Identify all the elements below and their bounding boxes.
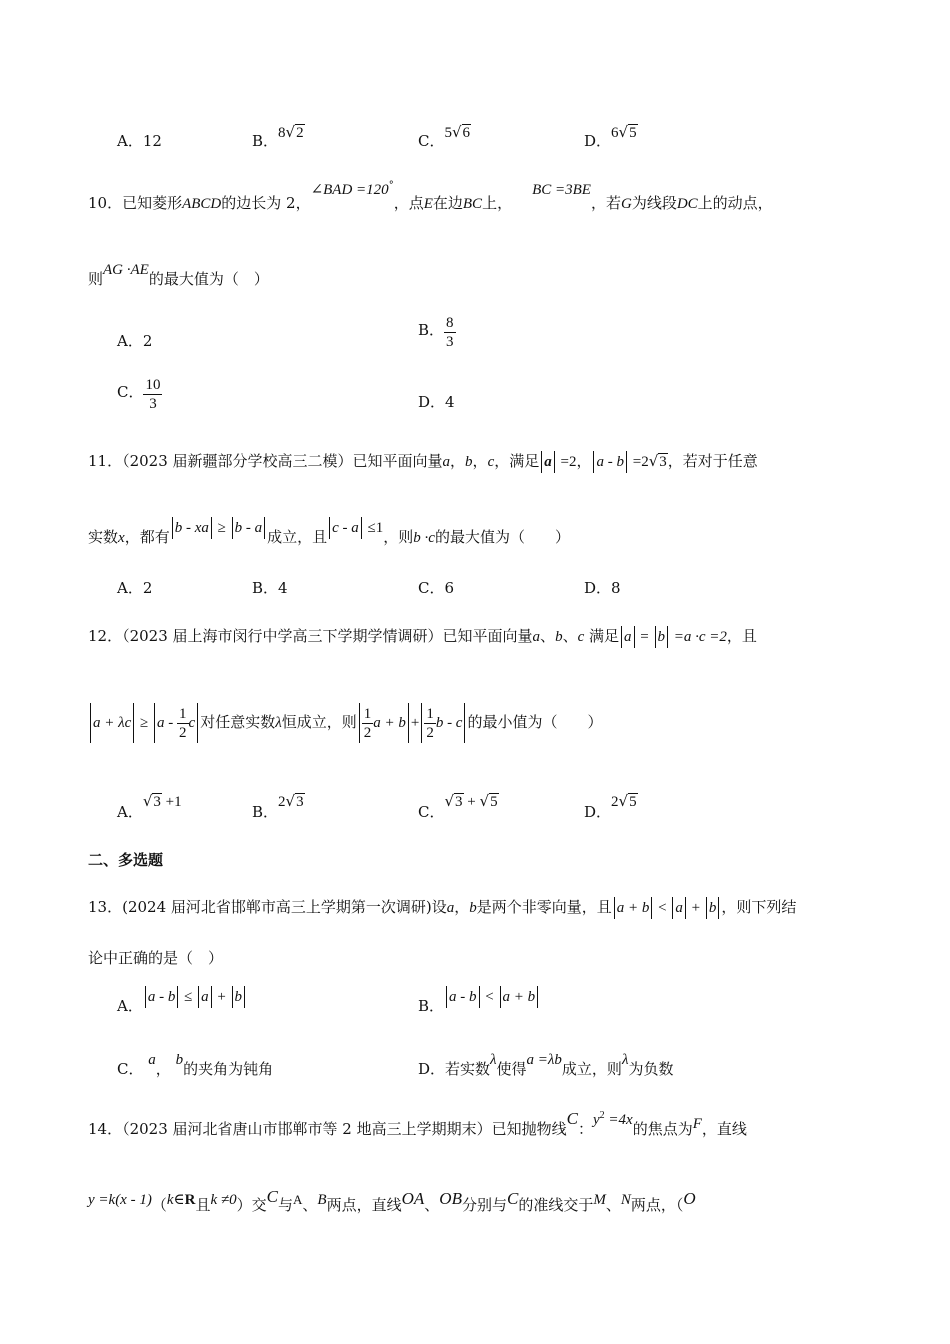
q13-stem-line2: 论中正确的是（ ） xyxy=(88,949,224,967)
abs-bar xyxy=(593,451,594,473)
math: B xyxy=(317,1192,327,1208)
option-coef: 8 xyxy=(278,125,286,141)
math: b - c xyxy=(435,715,463,731)
abs-bar xyxy=(329,517,330,539)
text: 10．已知菱形 xyxy=(88,194,183,212)
option-radicand: 6 xyxy=(462,125,471,141)
numerator: 8 xyxy=(446,315,454,331)
math: OB xyxy=(439,1189,462,1208)
q11-option-c: C．6 xyxy=(418,579,455,597)
q12-option-c: C．√3 + √5 xyxy=(418,792,498,821)
math: b - a xyxy=(234,520,263,536)
exponent: 2 xyxy=(599,1110,605,1121)
text: D．若实数 xyxy=(418,1060,491,1078)
option-coef: 5 xyxy=(444,125,452,141)
q10-option-c xyxy=(117,376,162,413)
q10-stem-line1 xyxy=(88,180,773,213)
option-value: 12 xyxy=(142,132,162,150)
option-label: C． xyxy=(418,132,445,150)
math: a - xyxy=(157,715,178,731)
math: OA xyxy=(401,1189,425,1208)
text: 11．（2023 届新疆部分学校高三二模）已知平面向量 xyxy=(88,452,443,470)
math: ≤ xyxy=(180,989,197,1005)
math: + xyxy=(213,989,230,1005)
option-radicand: 5 xyxy=(629,125,637,141)
text: 、 xyxy=(302,1196,318,1214)
q12-option-b: B．2√3 xyxy=(252,792,304,821)
numerator: 10 xyxy=(145,377,161,393)
math: F xyxy=(692,1116,702,1132)
math: E xyxy=(423,196,433,212)
text: ，满足 xyxy=(494,452,540,470)
math: c - a xyxy=(332,520,359,536)
abs-bar xyxy=(537,986,538,1008)
q10-option-b xyxy=(418,314,456,351)
math: k ≠0 xyxy=(210,1192,237,1208)
q10-option-a: A．2 xyxy=(117,332,153,350)
q13-option-b xyxy=(418,985,540,1015)
angle-expr: ∠BAD =120 xyxy=(310,182,389,198)
math: =2 xyxy=(628,454,649,470)
math: < xyxy=(481,989,498,1005)
text: ， xyxy=(472,452,488,470)
fraction xyxy=(424,705,436,742)
text: 满足 xyxy=(584,627,620,645)
abs-bar xyxy=(197,703,198,743)
math: C xyxy=(566,1109,578,1128)
q13-option-d xyxy=(418,1048,674,1078)
text: ）交 xyxy=(236,1196,267,1214)
text: 上， xyxy=(482,194,513,212)
vector: c xyxy=(577,629,585,645)
math: λ xyxy=(490,1052,497,1068)
text: 、 xyxy=(424,1196,440,1214)
text: （ xyxy=(151,1196,167,1214)
numerator: 1 xyxy=(179,705,187,722)
q11-stem-line1: 11．（2023 届新疆部分学校高三二模）已知平面向量a，b，c，满足 a =2， a - b =2√3，若对于任意 xyxy=(88,450,758,473)
math: y xyxy=(592,1112,600,1128)
text: ，且 xyxy=(726,627,757,645)
q10-stem-line2 xyxy=(88,262,269,289)
text: 的最大值为（ ） xyxy=(148,270,269,288)
radicand: 3 xyxy=(296,794,304,810)
q13-stem-line1 xyxy=(88,896,796,919)
text: 成立，且 xyxy=(267,528,328,546)
abs-bar xyxy=(133,703,134,743)
math: =4x xyxy=(604,1112,633,1128)
option-radicand: 2 xyxy=(296,125,304,141)
q12-option-a: A．√3 +1 xyxy=(117,792,182,821)
math: y =k xyxy=(88,1192,116,1208)
math: a + λc xyxy=(93,715,132,731)
math: +1 xyxy=(161,794,182,810)
text: 分别与 xyxy=(461,1196,507,1214)
q14-stem-line2 xyxy=(88,1187,696,1215)
q11-option-d: D．8 xyxy=(584,579,621,597)
text: ，直线 xyxy=(701,1120,747,1138)
math: = xyxy=(636,629,653,645)
text: 与 xyxy=(278,1196,294,1214)
option-label: D． xyxy=(584,803,612,821)
text: 两点，直线 xyxy=(326,1196,402,1214)
math: ≤1 xyxy=(363,520,384,536)
text: ： xyxy=(577,1120,593,1138)
option-label: C． xyxy=(117,382,144,401)
math: + xyxy=(410,715,420,731)
q13-option-a xyxy=(117,985,247,1015)
abs-bar xyxy=(651,897,652,919)
math: ABCD xyxy=(182,196,222,212)
q12-option-d: D．2√5 xyxy=(584,792,637,821)
vector: a xyxy=(446,900,455,916)
option-label: A． xyxy=(117,132,143,150)
option-label: A． xyxy=(117,997,143,1015)
abs-bar xyxy=(446,986,447,1008)
math: =2 xyxy=(556,454,577,470)
text: 、 xyxy=(540,627,556,645)
q9-option-b: B．8√2 xyxy=(252,123,304,150)
abs-bar xyxy=(672,897,673,919)
option-label: B． xyxy=(252,803,279,821)
abs-bar xyxy=(264,517,265,539)
math: λ xyxy=(621,1052,629,1068)
text: 、 xyxy=(605,1196,621,1214)
option-label: C． xyxy=(418,803,445,821)
text: ，若 xyxy=(590,194,621,212)
vector: a xyxy=(544,454,552,470)
text: ，则下列结 xyxy=(721,898,797,916)
fraction xyxy=(143,376,162,413)
math: ≥ xyxy=(213,520,230,536)
vector: a xyxy=(442,454,451,470)
text: 的最小值为（ ） xyxy=(467,713,603,731)
q11-option-a: A．2 xyxy=(117,579,153,597)
vector: a xyxy=(624,629,632,645)
math: + xyxy=(687,900,704,916)
math: k xyxy=(166,1192,174,1208)
abs-bar xyxy=(706,897,707,919)
vector: c xyxy=(188,715,196,731)
abs-bar xyxy=(198,986,199,1008)
math: N xyxy=(620,1192,631,1208)
math: a + b xyxy=(616,900,650,916)
q10-option-d: D．4 xyxy=(418,393,455,411)
math: 2 xyxy=(611,794,619,810)
fraction xyxy=(444,314,456,351)
option-label: D． xyxy=(584,132,612,150)
text: 且 xyxy=(195,1196,211,1214)
text: ，若对于任意 xyxy=(667,452,758,470)
math: C xyxy=(266,1187,278,1206)
degree-sign: ° xyxy=(388,180,394,191)
math: C xyxy=(506,1189,519,1208)
abs-bar xyxy=(718,897,719,919)
abs-bar xyxy=(634,626,635,648)
q12-stem-line2 xyxy=(88,703,602,743)
math: DC xyxy=(676,196,698,212)
math: M xyxy=(593,1192,606,1208)
abs-bar xyxy=(244,986,245,1008)
q11-option-b: B．4 xyxy=(252,579,288,597)
math: R xyxy=(184,1192,196,1208)
abs-bar xyxy=(554,451,555,473)
abs-bar xyxy=(685,897,686,919)
vector: b xyxy=(555,629,563,645)
q12-stem-line1 xyxy=(88,625,757,648)
text: 两点，（ xyxy=(630,1196,684,1214)
math: =a ·c =2 xyxy=(670,629,727,645)
dot-product: AG ·AE xyxy=(103,262,149,278)
text: 使得 xyxy=(496,1060,527,1078)
vector: a xyxy=(675,900,683,916)
abs-bar xyxy=(172,517,173,539)
text: ， xyxy=(454,898,470,916)
vector: a xyxy=(201,989,209,1005)
text: 成立，则 xyxy=(561,1060,622,1078)
math: ∈ xyxy=(173,1192,185,1208)
option-label: B． xyxy=(252,132,279,150)
text: 的焦点为 xyxy=(632,1120,693,1138)
option-label: B． xyxy=(418,997,445,1015)
denominator: 2 xyxy=(179,724,187,741)
text: 上的动点， xyxy=(697,194,773,212)
text: ，则 xyxy=(383,528,414,546)
option-label: B． xyxy=(418,320,445,339)
q9-option-a xyxy=(117,130,162,151)
math: b - xa xyxy=(174,520,209,536)
abs-bar xyxy=(232,517,233,539)
text: 是两个非零向量，且 xyxy=(476,898,612,916)
dot-product: b ·c xyxy=(413,530,435,546)
math: a + b xyxy=(373,715,406,731)
text: 为线段 xyxy=(631,194,677,212)
vector: a xyxy=(148,1052,156,1068)
option-label: A． xyxy=(117,803,143,821)
abs-bar xyxy=(154,703,155,743)
abs-bar xyxy=(541,451,542,473)
math: a - b xyxy=(147,989,176,1005)
text: 则 xyxy=(88,270,104,288)
numerator: 1 xyxy=(426,705,434,722)
text: 在边 xyxy=(432,194,463,212)
text: 、 xyxy=(562,627,578,645)
math: ≥ xyxy=(136,715,153,731)
radicand: 5 xyxy=(629,794,637,810)
math: a =λb xyxy=(526,1052,562,1068)
text: 对任意实数 xyxy=(200,713,276,731)
fraction xyxy=(177,705,189,742)
denominator: 3 xyxy=(149,396,157,412)
q9-option-c: C．5√6 xyxy=(418,123,471,150)
math: a - b xyxy=(449,989,477,1005)
vector: b xyxy=(657,629,665,645)
text: ， xyxy=(155,1060,171,1078)
radicand: 3 xyxy=(659,454,667,470)
denominator: 2 xyxy=(426,724,434,741)
math: A xyxy=(293,1192,303,1207)
q14-stem-line1 xyxy=(88,1109,747,1139)
fraction xyxy=(362,705,374,742)
math: BC xyxy=(462,196,483,212)
abs-bar xyxy=(464,703,465,743)
numerator: 1 xyxy=(363,705,372,722)
abs-bar xyxy=(232,986,233,1008)
abs-bar xyxy=(211,517,212,539)
q11-stem-line2 xyxy=(88,520,570,549)
option-coef: 6 xyxy=(611,125,619,141)
text: 12．（2023 届上海市闵行中学高三下学期学情调研）已知平面向量 xyxy=(88,627,533,645)
abs-bar xyxy=(145,986,146,1008)
text: 的夹角为钝角 xyxy=(183,1060,274,1078)
abs-bar xyxy=(614,897,615,919)
vector: a xyxy=(532,629,541,645)
denominator: 3 xyxy=(446,334,454,350)
abs-bar xyxy=(177,986,178,1008)
radicand: 3 xyxy=(455,794,463,810)
text: 的准线交于 xyxy=(518,1196,594,1214)
math: G xyxy=(620,196,632,212)
text: ， xyxy=(576,452,592,470)
q13-option-c xyxy=(117,1048,274,1078)
vector: c xyxy=(487,454,495,470)
text: 实数 xyxy=(88,528,119,546)
q9-option-d: D．6√5 xyxy=(584,123,637,150)
abs-bar xyxy=(90,703,91,743)
text: 的最大值为（ ） xyxy=(434,528,570,546)
vector: b xyxy=(175,1052,184,1068)
math: a + b xyxy=(502,989,536,1005)
abs-bar xyxy=(421,703,422,743)
relation-expr: BC =3BE xyxy=(532,182,591,198)
abs-bar xyxy=(621,626,622,648)
section-title: 二、多选题 xyxy=(88,851,164,869)
math: a - b xyxy=(596,454,624,470)
abs-bar xyxy=(655,626,656,648)
text: ， xyxy=(450,452,466,470)
math: 2 xyxy=(278,794,286,810)
denominator: 2 xyxy=(363,724,372,741)
text: ，点 xyxy=(393,194,424,212)
vector: b xyxy=(708,900,717,916)
abs-bar xyxy=(500,986,501,1008)
text: 恒成立，则 xyxy=(281,713,357,731)
math: + xyxy=(463,794,480,810)
math: λ xyxy=(275,715,282,731)
abs-bar xyxy=(361,517,362,539)
math: x xyxy=(118,530,125,546)
text: 14．（2023 届河北省唐山市邯郸市等 2 地高三上学期期末）已知抛物线 xyxy=(88,1120,567,1138)
abs-bar xyxy=(626,451,627,473)
radicand: 3 xyxy=(153,794,161,810)
abs-bar xyxy=(479,986,480,1008)
vector: b xyxy=(234,989,243,1005)
abs-bar xyxy=(211,986,212,1008)
radicand: 5 xyxy=(490,794,498,810)
option-label: C． xyxy=(117,1060,144,1078)
math: (x - 1) xyxy=(115,1192,152,1208)
abs-bar xyxy=(667,626,668,648)
text: ，都有 xyxy=(124,528,170,546)
abs-bar xyxy=(359,703,360,743)
math: < xyxy=(654,900,671,916)
text: 为负数 xyxy=(628,1060,674,1078)
abs-bar xyxy=(408,703,409,743)
math: O xyxy=(683,1189,696,1208)
text: 13．(2024 届河北省邯郸市高三上学期第一次调研)设 xyxy=(88,898,447,916)
vector: b xyxy=(465,454,473,470)
text: 的边长为 2， xyxy=(221,194,311,212)
vector: b xyxy=(469,900,477,916)
